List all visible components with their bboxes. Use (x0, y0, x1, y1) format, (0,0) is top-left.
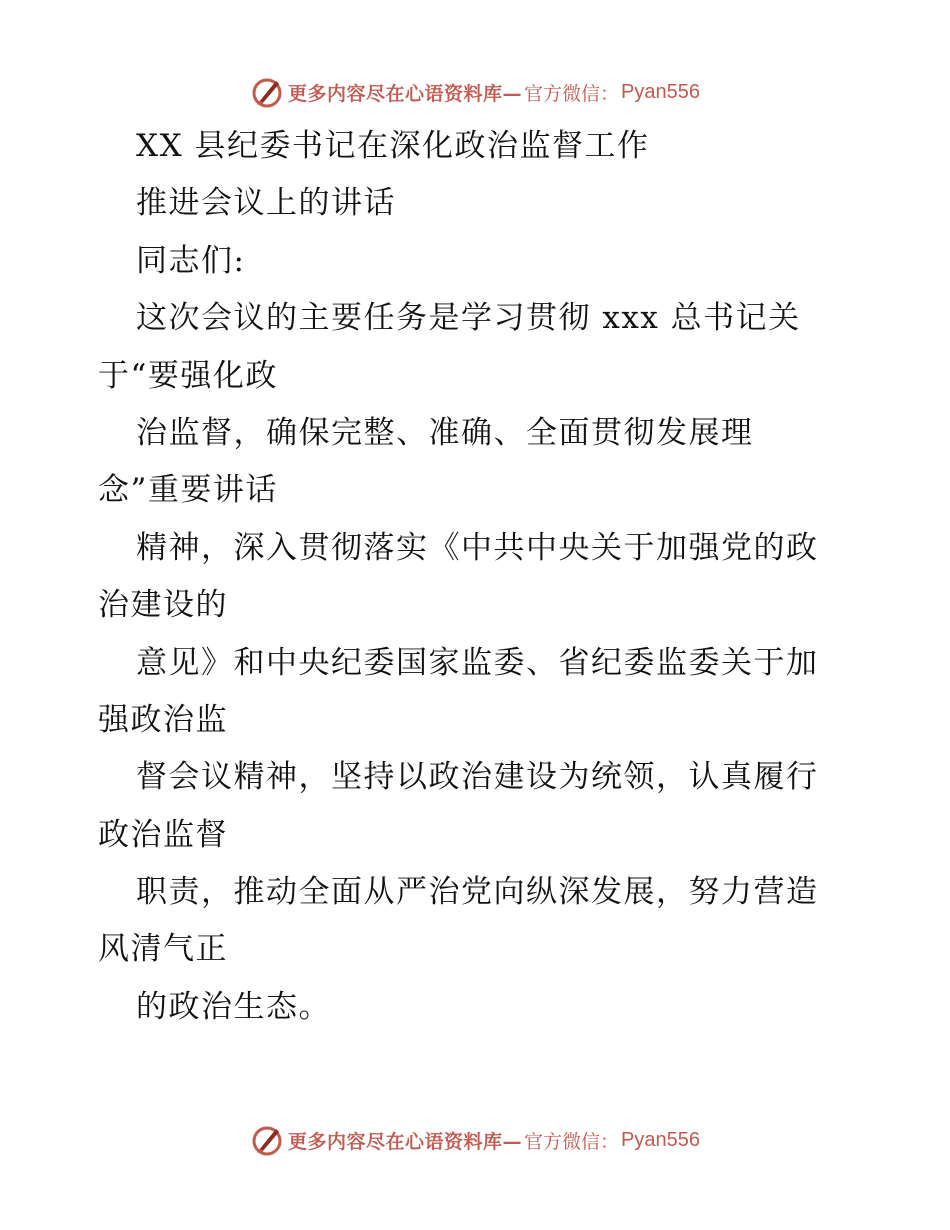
quill-pen-logo-icon (250, 1123, 284, 1157)
body-line: 治监督，确保完整、准确、全面贯彻发展理 (136, 414, 754, 451)
body-line: 强政治监 (98, 701, 228, 738)
banner-wechat-label: 官方微信： (524, 82, 620, 105)
body-line: 精神，深入贯彻落实《中共中央关于加强党的政 (136, 529, 819, 566)
header-banner (0, 72, 950, 112)
banner-text: 更多内容尽在心语资料库— (288, 1130, 523, 1153)
body-line: 意见》和中央纪委国家监委、省纪委监委关于加 (136, 644, 819, 681)
title-line-1: XX 县纪委书记在深化政治监督工作 (136, 128, 650, 164)
document-body (98, 118, 858, 1036)
banner-wechat-id: Pyan556 (621, 80, 700, 103)
footer-banner (0, 1120, 950, 1160)
title-line-2: 推进会议上的讲话 (136, 185, 396, 222)
quill-pen-logo-icon (250, 75, 284, 109)
body-line: 风清气正 (98, 931, 228, 968)
body-line: 这次会议的主要任务是学习贯彻 xxx 总书记关 (136, 300, 801, 337)
salutation: 同志们: (136, 242, 246, 279)
banner-wechat-label: 官方微信： (524, 1130, 620, 1153)
body-line: 的政治生态。 (136, 988, 331, 1025)
banner-text: 更多内容尽在心语资料库— (288, 82, 523, 105)
body-line: 于“要强化政 (98, 357, 278, 394)
banner-wechat-id: Pyan556 (621, 1128, 700, 1151)
body-line: 念”重要讲话 (98, 472, 278, 509)
body-line: 政治监督 (98, 816, 228, 853)
body-line: 督会议精神，坚持以政治建设为统领，认真履行 (136, 759, 819, 796)
body-line: 治建设的 (98, 587, 228, 624)
body-line: 职责，推动全面从严治党向纵深发展，努力营造 (136, 874, 819, 911)
